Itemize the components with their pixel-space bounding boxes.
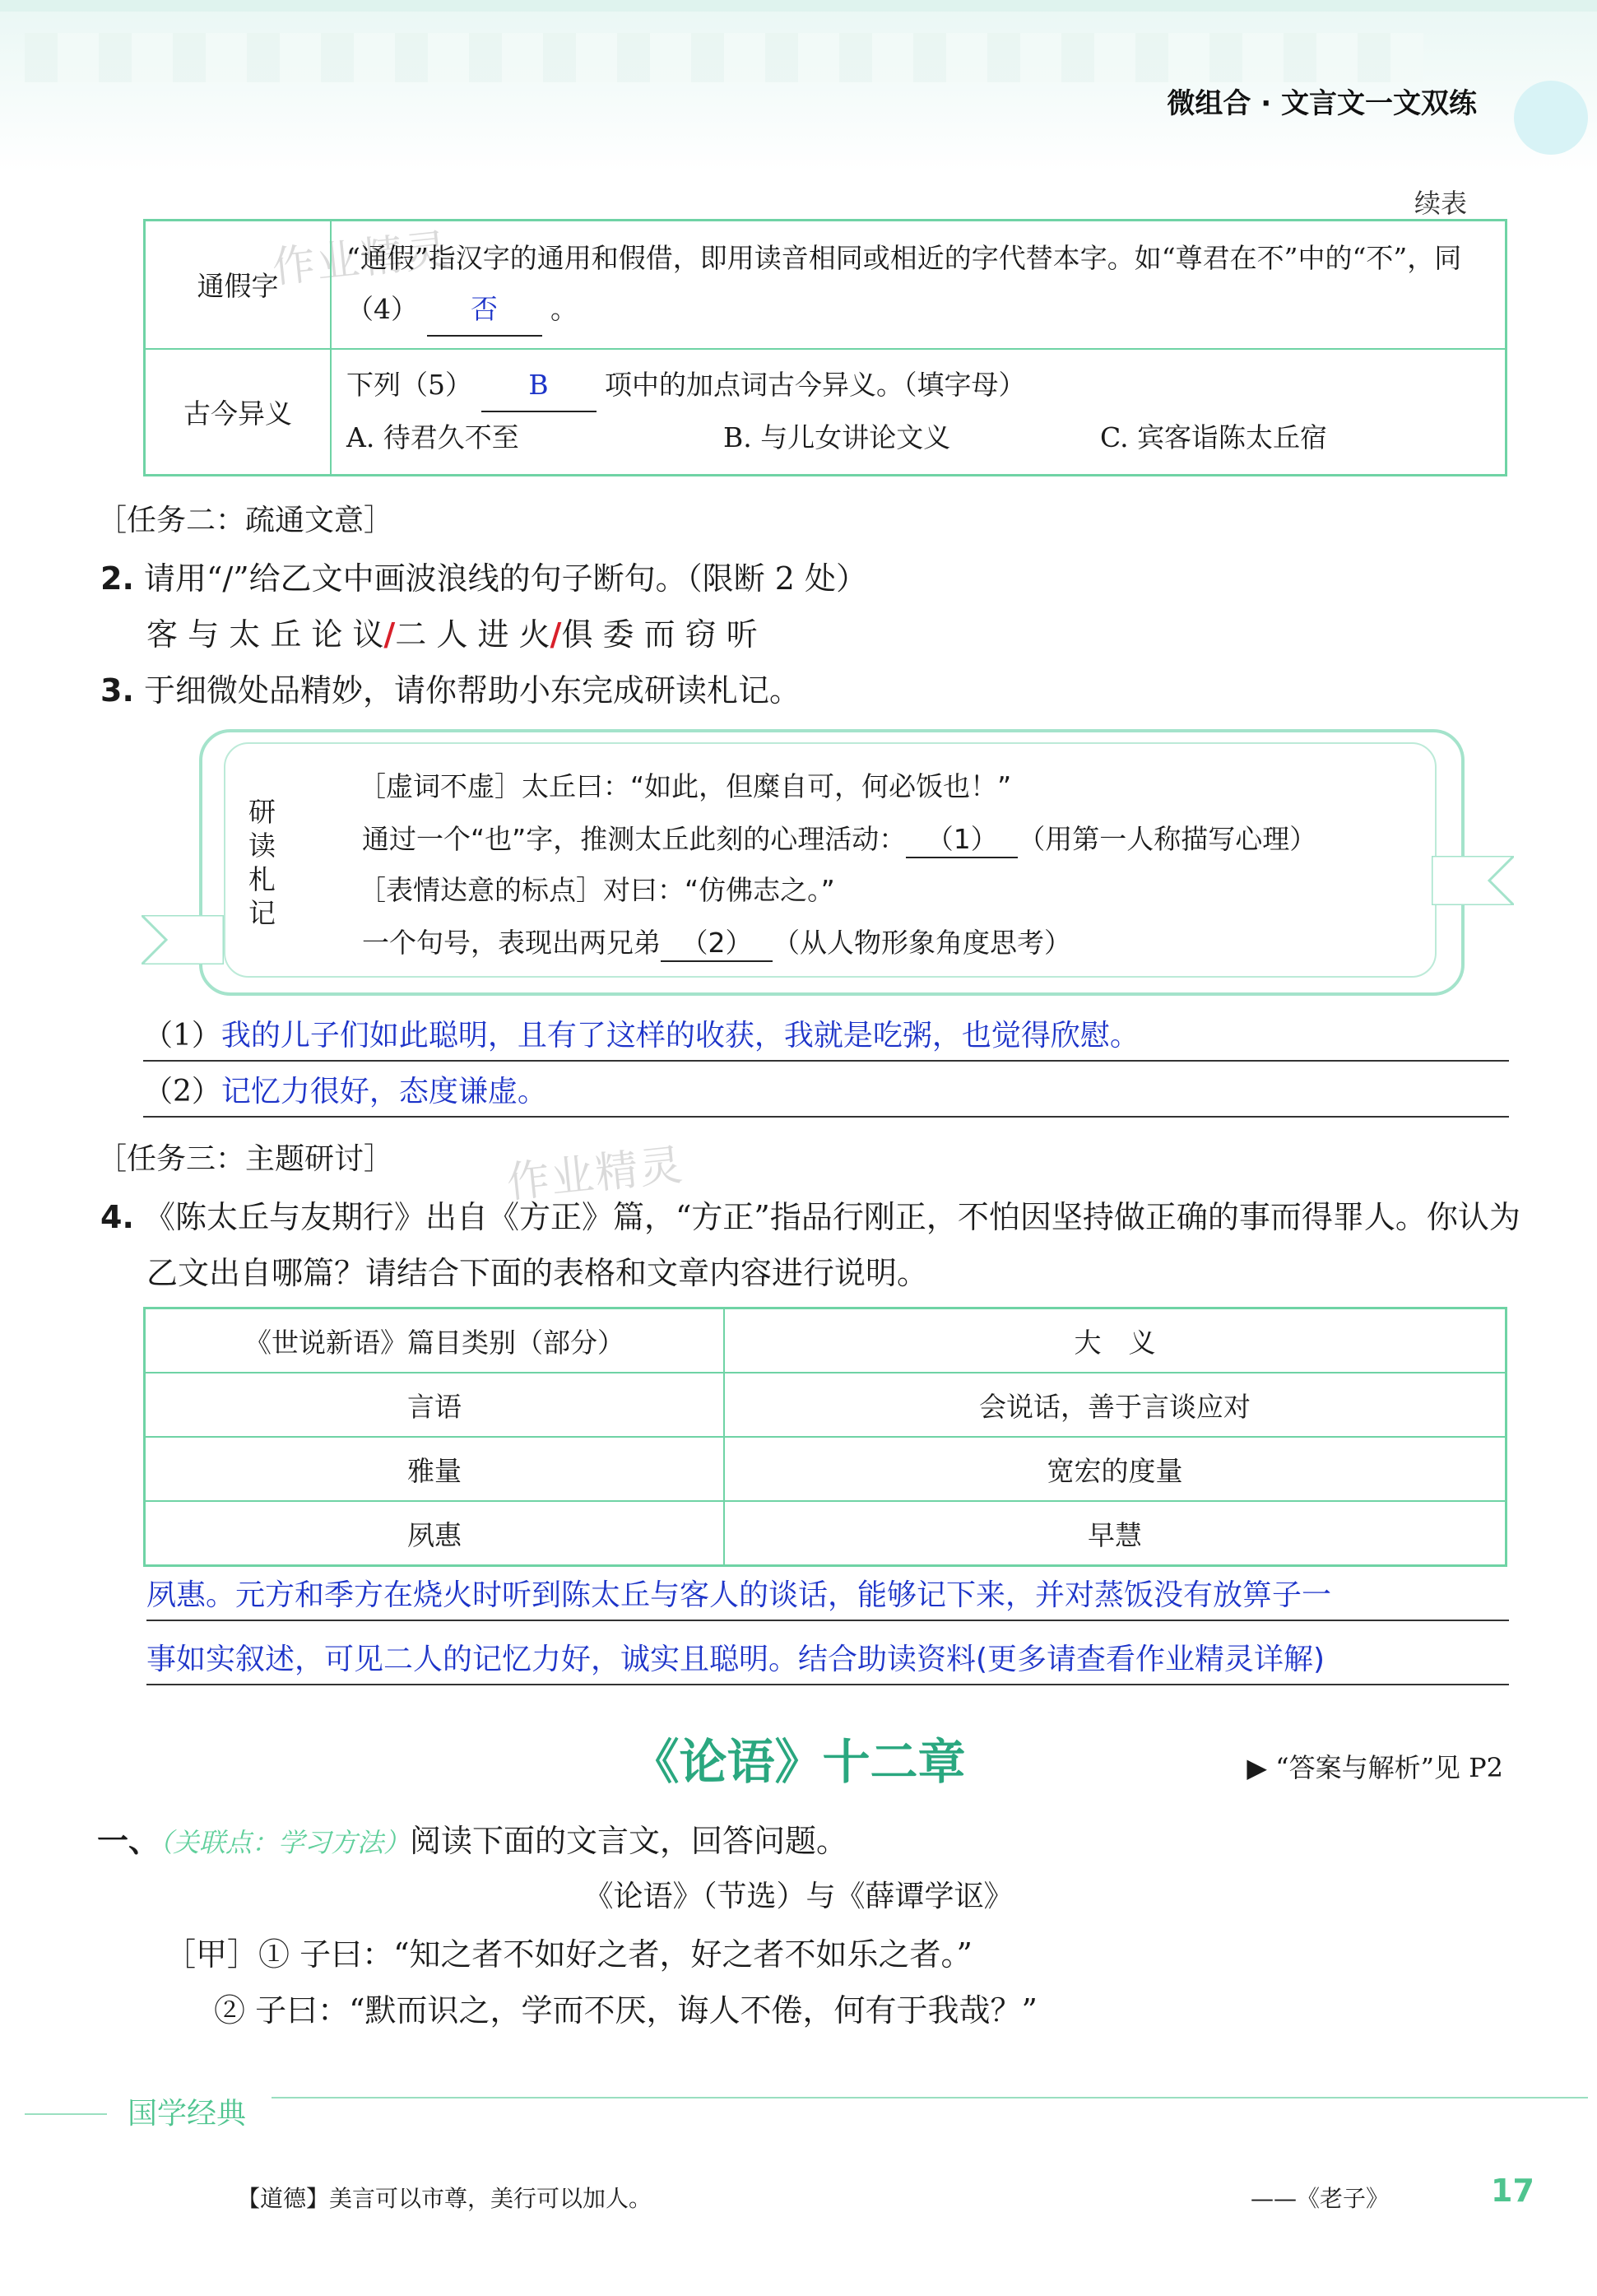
answer-4-line1: 夙惠。元方和季方在烧火时听到陈太丘与客人的谈话，能够记下来，并对蒸饭没有放箅子一 [146,1572,1509,1621]
cell-line2 [346,284,1490,337]
answer-4-line2: 事如实叙述，可见二人的记忆力好，诚实且聪明。结合助读资料(更多请查看作业精灵详解) [146,1636,1509,1685]
section-1-instruction [97,1815,847,1861]
red-slash-mark: / [383,616,396,653]
table-row [145,1501,1506,1566]
side-char: 读 [248,830,276,862]
option-b: B. 与儿女讲论文义 [723,421,951,454]
note-blank: （1） [906,818,1018,858]
footer-divider [25,2113,107,2115]
passage-line-1: ［甲］① 子曰：“知之者不如好之者，好之者不如乐之者。” [165,1936,973,1973]
blank-number: （4） [346,292,418,325]
question-number: 3. [100,672,134,709]
footer-source: ——《老子》 [1251,2185,1390,2212]
question-number: 4. [100,1199,134,1235]
vocab-table [143,219,1507,476]
table-header-cell: 《世说新语》篇目类别（部分） [145,1308,725,1373]
continued-label: 续表 [1414,188,1467,219]
table-header-row [145,1308,1506,1373]
table-cell [331,221,1506,349]
category-table [143,1307,1507,1567]
question-number: 2. [100,560,134,597]
section-tag: （关联点：学习方法） [160,1827,411,1858]
side-char: 札 [248,863,276,895]
cell-line1 [346,360,1490,412]
table-cell: 言语 [145,1373,725,1437]
red-slash-mark: / [550,616,562,653]
passage-line-2: ② 子曰：“默而识之，学而不厌，诲人不倦，何有于我哉？” [214,1992,1038,2029]
answer-blank: B [481,360,597,412]
task3-heading: ［任务三：主题研讨］ [97,1142,394,1176]
note-text: 对曰：“仿佛志之。” [603,874,835,906]
option-c: C. 宾客诣陈太丘宿 [1100,421,1328,454]
answer-3-1 [143,1012,1509,1062]
cell-end: 。 [550,292,578,325]
note-tag: ［表情达意的标点］ [359,874,603,906]
row-label: 古今异义 [145,349,332,476]
footer-label: 国学经典 [128,2097,247,2131]
row-label: 通假字 [145,221,332,349]
answer-number: （1） [143,1019,221,1053]
table-row [145,349,1506,476]
header-title: 微组合 · 文言文一文双练 [1167,87,1477,120]
table-cell: 夙惠 [145,1501,725,1566]
option-a: A. 待君久不至 [346,421,519,454]
task2-heading: ［任务二：疏通文意］ [97,504,394,537]
section-label: 一、 [97,1823,160,1859]
answer-3-2 [143,1068,1509,1118]
note-tag: ［虚词不虚］ [359,770,522,802]
section-text: 阅读下面的文言文，回答问题。 [410,1823,848,1859]
header-strip [0,0,1597,12]
question-4 [100,1192,1520,1237]
note-text: （从人物形象角度思考） [773,927,1071,959]
cell-text: 项中的加点词古今异义。（填字母） [605,369,1026,402]
table-row [145,1373,1506,1437]
question-4-line2: 乙文出自哪篇？请结合下面的表格和文章内容进行说明。 [146,1255,929,1291]
page-number: 17 [1491,2173,1534,2209]
ribbon-left-decoration [142,915,224,964]
passage-subtitle: 《论语》（节选）与《薛谭学讴》 [583,1880,1014,1913]
options-row [346,412,1490,463]
question-3 [100,665,801,710]
note-line-4 [362,922,1071,962]
answer-number: （2） [143,1075,221,1108]
note-text: （用第一人称描写心理） [1018,823,1317,855]
table-cell: 早慧 [724,1501,1506,1566]
chapter-title: 《论语》十二章 [631,1734,966,1790]
table-cell: 会说话，善于言谈应对 [724,1373,1506,1437]
answer-blank: 否 [427,284,542,337]
watermark: 作业精灵 [270,225,453,294]
note-line-2 [362,818,1316,858]
table-cell [331,349,1506,476]
note-line-1 [359,765,1011,804]
cell-text: “通假”指汉字的通用和假借，即用读音相同或相近的字代替本字。如“尊君在不”中的“不”，同 [346,241,1462,274]
header-circle-decoration [1514,81,1588,155]
question-text: 于细微处品精妙，请你帮助小东完成研读札记。 [143,672,801,709]
answer-text: 我的儿子们如此聪明，且有了这样的收获，我就是吃粥，也觉得欣慰。 [221,1019,1140,1053]
watermark: 作业精灵 [504,1140,687,1209]
table-row [145,221,1506,349]
sentence-part: 二 人 进 火 [395,616,550,653]
question-text: 《陈太丘与友期行》出自《方正》篇，“方正”指品行刚正，不怕因坚持做正确的事而得罪人。你认为 [143,1199,1520,1235]
footer-quote: 【道德】美言可以市尊，美行可以加人。 [237,2185,652,2212]
side-char: 记 [248,897,276,929]
table-row [145,1437,1506,1501]
sentence-to-split [146,609,758,654]
answer-reference-link[interactable]: ▶ “答案与解析”见 P2 [1246,1752,1503,1783]
note-text: 通过一个“也”字，推测太丘此刻的心理活动： [362,823,907,855]
question-2 [100,553,867,598]
cell-text: 下列（5） [346,369,472,402]
note-side-label [248,795,281,930]
side-char: 研 [248,796,276,828]
header-decoration [25,33,1423,82]
question-text: 请用“/”给乙文中画波浪线的句子断句。（限断 2 处） [143,560,867,597]
note-blank: （2） [661,922,773,962]
note-text: 一个句号，表现出两兄弟 [362,927,661,959]
sentence-part: 客 与 太 丘 论 议 [146,616,384,653]
table-cell: 宽宏的度量 [724,1437,1506,1501]
sentence-part: 俱 委 而 窃 听 [561,616,758,653]
note-line-3 [359,869,835,908]
ribbon-right-decoration [1432,856,1514,905]
footer-divider [272,2097,1588,2098]
table-cell: 雅量 [145,1437,725,1501]
table-header-cell: 大 义 [724,1308,1506,1373]
note-text: 太丘曰：“如此，但糜自可，何必饭也！” [522,770,1012,802]
answer-text: 记忆力很好，态度谦虚。 [221,1075,547,1108]
